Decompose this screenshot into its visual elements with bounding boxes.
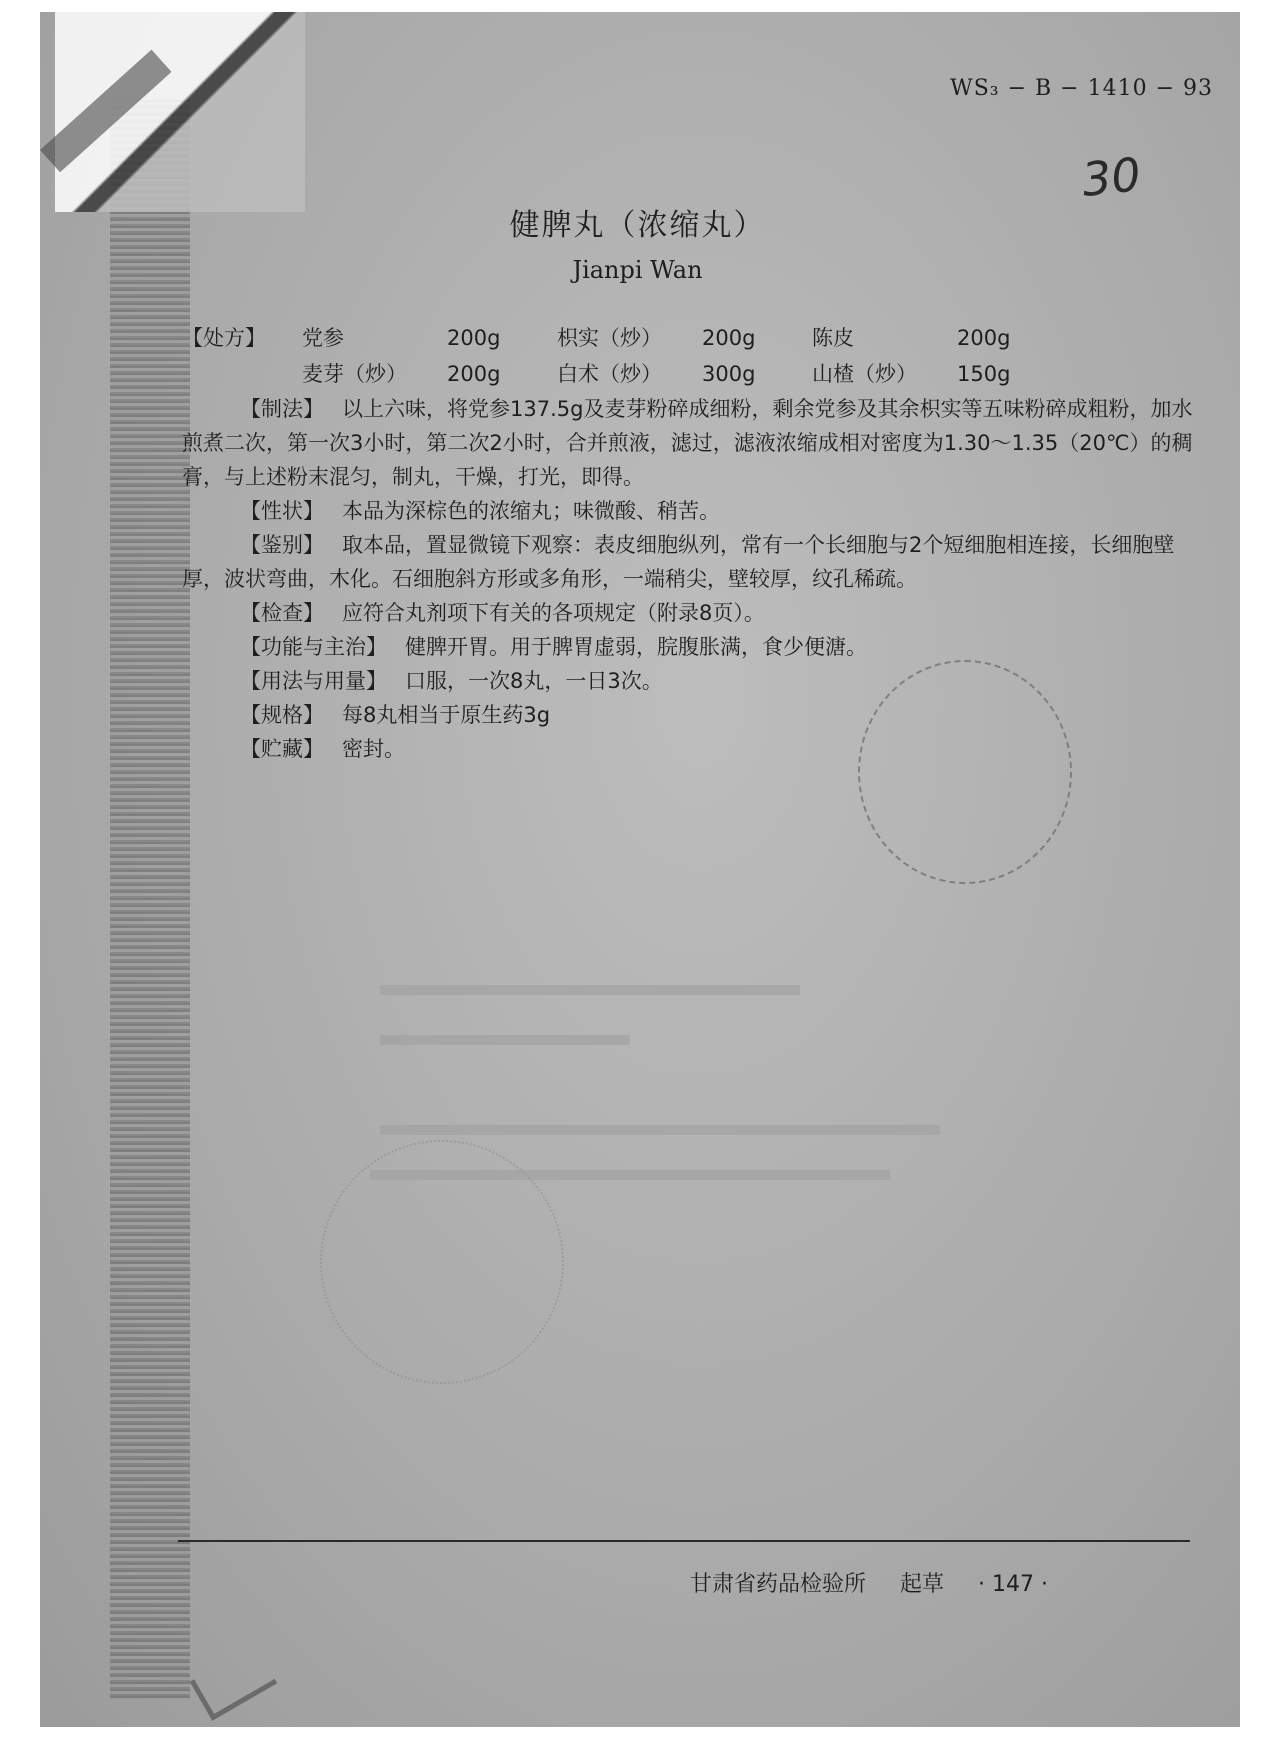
ingredient-name: 枳实（炒） <box>557 326 662 350</box>
ingredient-amount: 300g <box>702 362 756 386</box>
drafting-institution: 甘肃省药品检验所 <box>690 1572 867 1597</box>
ingredient-amount: 200g <box>447 362 501 386</box>
storage-section <box>182 732 1202 766</box>
section-label: 【处方】 <box>182 326 266 350</box>
identification-section <box>182 528 1202 596</box>
section-label: 【鉴别】 <box>240 533 324 557</box>
section-text: 口服，一次8丸，一日3次。 <box>405 669 663 693</box>
page-footer <box>690 1567 1048 1598</box>
section-text: 健脾开胃。用于脾胃虚弱，脘腹胀满，食少便溏。 <box>405 635 867 659</box>
document-code: WS₃ − B − 1410 − 93 <box>950 76 1213 101</box>
page-subtitle: Jianpi Wan <box>572 256 703 284</box>
page-title: 健脾丸（浓缩丸） <box>509 208 766 243</box>
ingredient-name: 陈皮 <box>812 326 854 350</box>
section-text: 每8丸相当于原生药3g <box>342 703 551 727</box>
ingredient-amount: 200g <box>957 326 1011 350</box>
inspection-section <box>182 596 1202 630</box>
bleed-through-line <box>380 985 800 995</box>
ingredient-amount: 200g <box>447 326 501 350</box>
bleed-through-line <box>370 1170 890 1180</box>
formula-row <box>182 356 1202 392</box>
section-label: 【功能与主治】 <box>240 635 387 659</box>
bleed-through-line <box>380 1125 940 1135</box>
formula-row <box>182 320 1202 356</box>
ingredient-amount: 200g <box>702 326 756 350</box>
section-text: 密封。 <box>342 737 405 761</box>
handwritten-page-number: 30 <box>1079 147 1144 207</box>
section-label: 【规格】 <box>240 703 324 727</box>
section-label: 【检查】 <box>240 601 324 625</box>
section-label: 【用法与用量】 <box>240 669 387 693</box>
section-label: 【性状】 <box>240 499 324 523</box>
ingredient-name: 白术（炒） <box>557 362 662 386</box>
drafting-role: 起草 <box>900 1572 945 1597</box>
ingredient-amount: 150g <box>957 362 1011 386</box>
description-section <box>182 494 1202 528</box>
method-section <box>182 392 1202 494</box>
section-text: 以上六味，将党参137.5g及麦芽粉碎成细粉，剩余党参及其余枳实等五味粉碎成粗粉，加水煎煮二次，第一次3小时，第二次2小时，合并煎液，滤过，滤液浓缩成相对密度为1.30～1.35（20℃）的稠膏，与上述粉末混匀，制丸，干燥，打光，即得。 <box>182 397 1193 489</box>
usage-section <box>182 664 1202 698</box>
function-section <box>182 630 1202 664</box>
ingredient-name: 山楂（炒） <box>812 362 917 386</box>
formula-section <box>182 320 1202 392</box>
ingredient-name: 麦芽（炒） <box>302 362 407 386</box>
page-number: · 147 · <box>978 1572 1048 1597</box>
monograph-body <box>182 320 1202 766</box>
ingredient-name: 党参 <box>302 326 344 350</box>
specification-section <box>182 698 1202 732</box>
section-text: 取本品，置显微镜下观察：表皮细胞纵列，常有一个长细胞与2个短细胞相连接，长细胞壁厚，波状弯曲，木化。石细胞斜方形或多角形，一端稍尖，壁较厚，纹孔稀疏。 <box>182 533 1175 591</box>
section-label: 【贮藏】 <box>240 737 324 761</box>
binding-edge <box>110 100 190 1700</box>
footer-divider <box>178 1540 1190 1542</box>
section-text: 本品为深棕色的浓缩丸；味微酸、稍苦。 <box>342 499 720 523</box>
section-text: 应符合丸剂项下有关的各项规定（附录8页）。 <box>342 601 765 625</box>
section-label: 【制法】 <box>240 397 324 421</box>
bleed-through-line <box>380 1035 630 1045</box>
